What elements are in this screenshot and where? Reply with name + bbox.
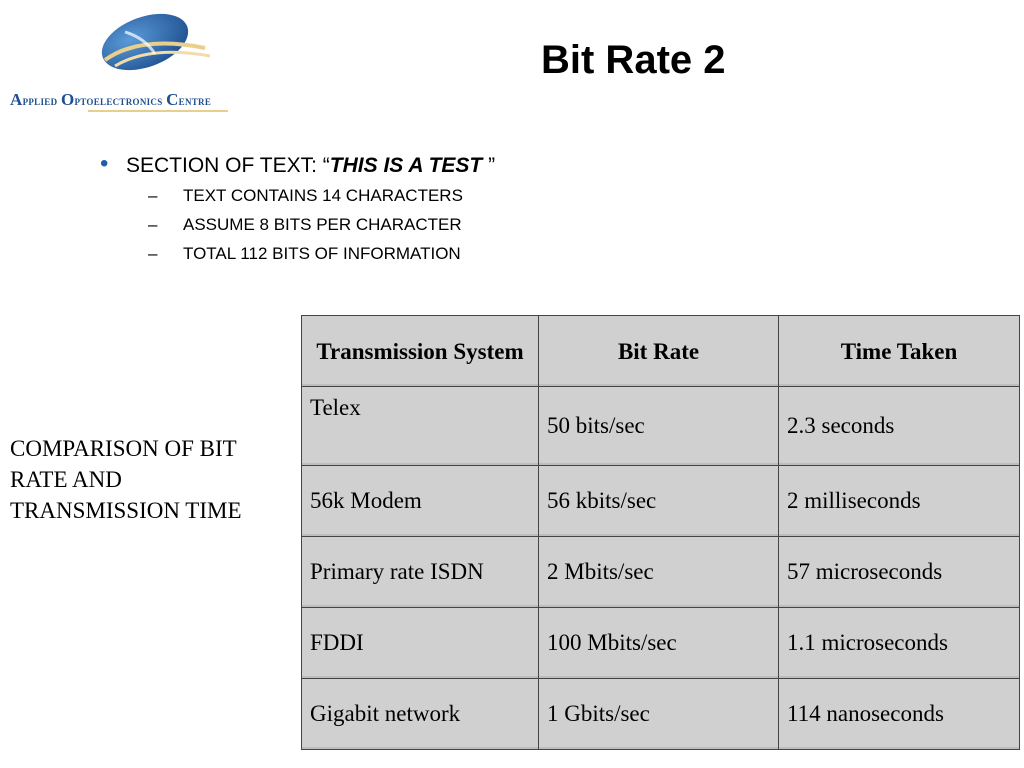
column-header: Bit Rate <box>539 316 779 387</box>
bullet-emphasis: THIS IS A TEST <box>329 154 483 177</box>
logo-word: pplied <box>22 93 61 108</box>
table-row <box>302 387 1020 466</box>
table-row <box>302 679 1020 750</box>
logo-letter: O <box>60 90 75 109</box>
table-cell: 2.3 seconds <box>779 387 1020 466</box>
dash-icon: – <box>148 244 158 263</box>
column-header: Time Taken <box>779 316 1020 387</box>
logo-underline <box>88 110 228 112</box>
logo-text <box>10 90 211 110</box>
bullet-text <box>126 152 495 180</box>
table-cell: Telex <box>302 387 539 466</box>
organization-logo <box>8 8 298 116</box>
dash-icon: – <box>148 215 158 234</box>
logo-word: entre <box>178 93 212 108</box>
logo-letter: A <box>10 90 23 109</box>
table-row <box>302 608 1020 679</box>
sub-bullet-text: ASSUME 8 BITS PER CHARACTER <box>183 215 462 234</box>
table-cell: 57 microseconds <box>779 537 1020 608</box>
sub-bullet-text: TOTAL 112 BITS OF INFORMATION <box>183 244 461 263</box>
table-cell: 56 kbits/sec <box>539 466 779 537</box>
table-cell: Primary rate ISDN <box>302 537 539 608</box>
table-header-row <box>302 316 1020 387</box>
table-cell: 1 Gbits/sec <box>539 679 779 750</box>
table-cell: 2 Mbits/sec <box>539 537 779 608</box>
dash-icon: – <box>148 186 158 205</box>
table-cell: 56k Modem <box>302 466 539 537</box>
logo-word: ptoelectronics <box>74 93 167 108</box>
table-cell: 2 milliseconds <box>779 466 1020 537</box>
table-row <box>302 537 1020 608</box>
table-cell: 1.1 microseconds <box>779 608 1020 679</box>
logo-letter: C <box>166 90 179 109</box>
comparison-table <box>301 315 1020 750</box>
bullet-dot-icon: • <box>100 150 109 177</box>
table-row <box>302 466 1020 537</box>
bullet-prefix: SECTION OF TEXT: “ <box>126 154 330 177</box>
bullet-suffix: ” <box>482 154 496 177</box>
sub-bullet-text: TEXT CONTAINS 14 CHARACTERS <box>183 186 463 205</box>
table-cell: Gigabit network <box>302 679 539 750</box>
table-cell: 114 nanoseconds <box>779 679 1020 750</box>
table-cell: 100 Mbits/sec <box>539 608 779 679</box>
slide-title: Bit Rate 2 <box>541 38 726 82</box>
table-cell: FDDI <box>302 608 539 679</box>
table-cell: 50 bits/sec <box>539 387 779 466</box>
globe-swoosh-icon <box>100 10 220 90</box>
table-caption: COMPARISON OF BIT RATE AND TRANSMISSION TIME <box>10 436 242 523</box>
column-header: Transmission System <box>302 316 539 387</box>
